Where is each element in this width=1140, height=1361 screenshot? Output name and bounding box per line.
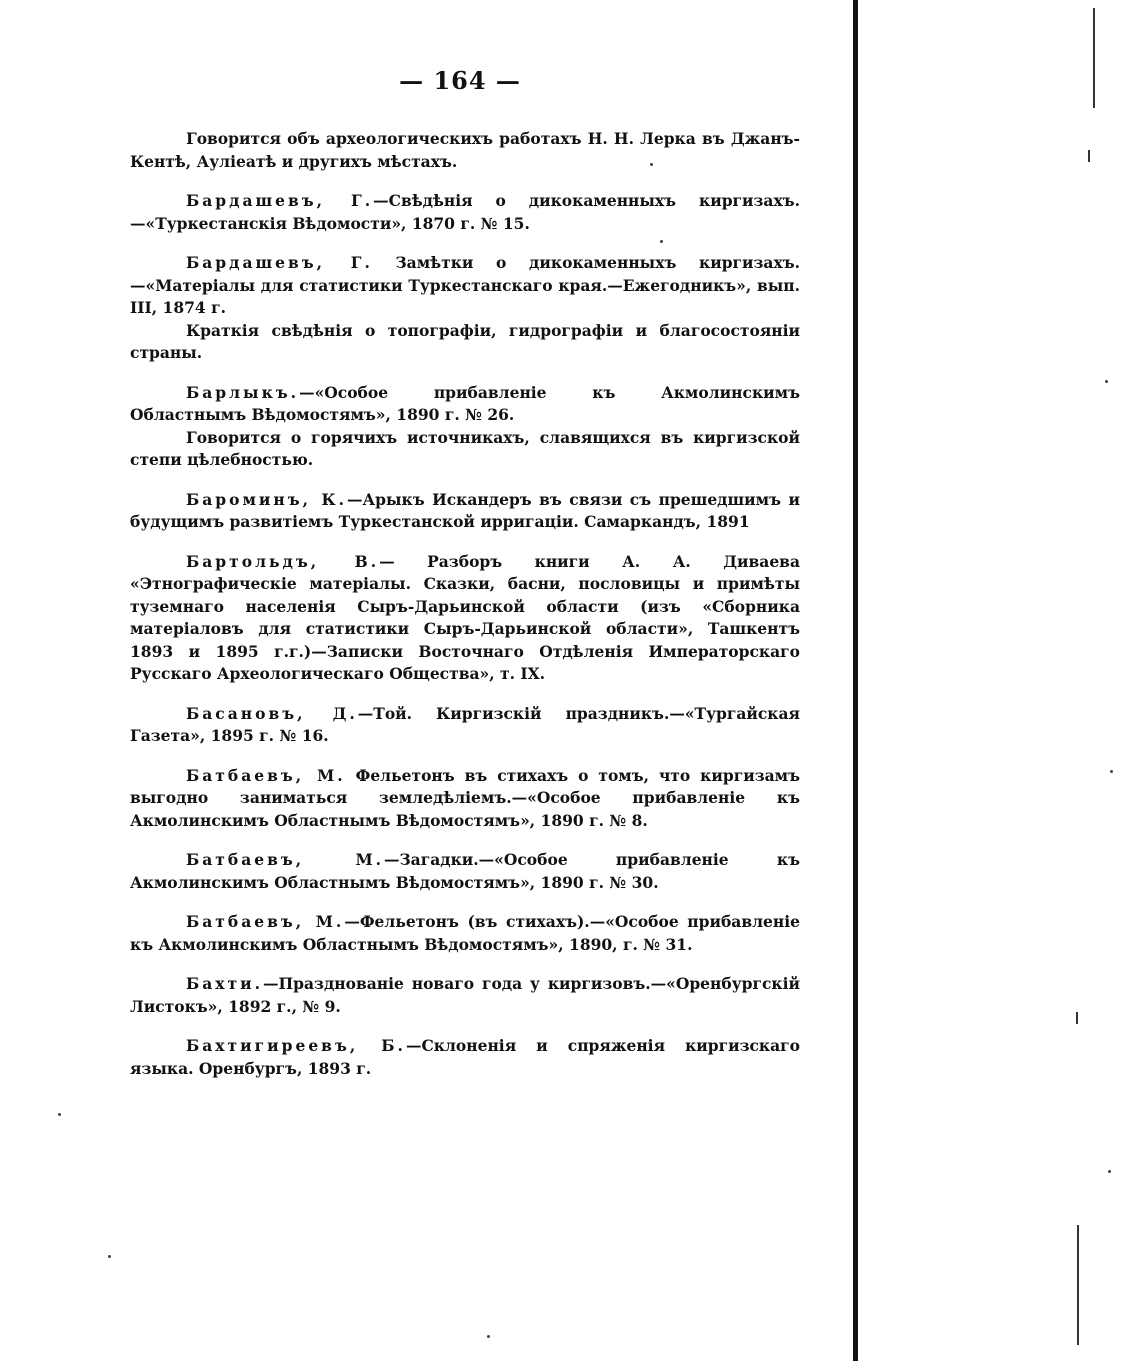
scan-edge-mark: [1088, 150, 1090, 162]
entry-author: Батбаевъ, М.: [186, 850, 384, 869]
scan-speck: [660, 240, 663, 243]
bibliography-entry: [130, 1035, 800, 1080]
entry-author: Бардашевъ, Г.: [186, 191, 374, 210]
entry-text: —«Особое прибавленiе къ Акмолинскимъ Областнымъ Вѣдомостямъ», 1890 г. № 26.: [130, 382, 800, 424]
scan-margin-rule: [853, 0, 858, 1361]
scan-edge-mark: [1093, 8, 1095, 108]
bibliography-entry: [130, 252, 800, 365]
entry-author: Бардашевъ, Г.: [186, 253, 373, 272]
scan-edge-mark: [1077, 1225, 1079, 1345]
bibliography-column: [130, 128, 800, 1097]
entry-author: Барлыкъ.: [186, 382, 300, 402]
entry-author: Бахтигиреевъ, Б.: [186, 1036, 406, 1055]
bibliography-entry: [130, 703, 800, 748]
scan-speck: [487, 1335, 490, 1338]
bibliography-entry: [130, 911, 800, 956]
scan-speck: [1105, 380, 1108, 383]
bibliography-entry: [130, 765, 800, 833]
entry-text: —Фельетонъ (въ стихахъ).—«Особое прибавленiе къ Акмолинскимъ Областнымъ Вѣдомостямъ», 1890, г. № 31.: [130, 912, 800, 954]
bibliography-entry: [130, 190, 800, 235]
entry-text: —Той. Киргизскiй праздникъ.—«Тургайская Газета», 1895 г. № 16.: [130, 703, 800, 745]
page-number: — 164 —: [399, 66, 521, 95]
entry-author: Басановъ, Д.: [186, 703, 358, 723]
scan-speck: [650, 163, 653, 166]
bibliography-entry: [130, 551, 800, 686]
entry-note: Краткiя свѣдѣнiя о топографiи, гидрографiи и благосостоянiи страны.: [130, 320, 800, 362]
entry-text: —Склоненiя и спряженiя киргизскаго языка. Оренбургъ, 1893 г.: [130, 1036, 801, 1078]
intro-note: Говорится объ археологическихъ работахъ Н. Н. Лерка въ Джанъ-Кентѣ, Аулiеатѣ и другихъ мѣстахъ.: [130, 129, 800, 171]
entry-text: —Загадки.—«Особое прибавленiе къ Акмолинскимъ Областнымъ Вѣдомостямъ», 1890 г. № 30.: [130, 850, 800, 892]
entry-author: Батбаевъ, М.: [186, 765, 346, 785]
entry-text: Фельетонъ въ стихахъ о томъ, что киргизамъ выгодно заниматься земледѣлiемъ.—«Особое прибавленiе къ Акмолинскимъ Областнымъ Вѣдомостямъ», 1890 г. № 8.: [130, 765, 800, 830]
entry-text: — Разборъ книги А. А. Диваева «Этнографическiе матерiалы. Сказки, басни, пословицы и примѣты туземнаго населенiя Сыръ-Дарьинской области (изъ «Сборника матерiаловъ для статистики Сыръ-Дарьинской области», Ташкентъ 1893 и 1895 г.г.)—Записки Восточнаго Отдѣленiя Императорскаго Русскаго Археологическаго Общества», т. IX.: [130, 551, 800, 683]
scan-speck: [1110, 770, 1113, 773]
entry-author: Бароминъ, К.: [186, 489, 348, 509]
entry-text: Замѣтки о дикокаменныхъ киргизахъ.—«Матерiалы для статистики Туркестанскаго края.—Ежегодникъ», вып. III, 1874 г.: [130, 253, 800, 317]
entry-text: —Арыкъ Искандеръ въ связи съ прешедшимъ и будущимъ развитiемъ Туркестанской ирригацiи. Самаркандъ, 1891: [130, 489, 800, 531]
entry-author: Батбаевъ, М.: [186, 912, 345, 931]
entry-author: Бахти.: [186, 974, 264, 993]
scan-speck: [58, 1113, 61, 1116]
scan-speck: [1108, 1170, 1111, 1173]
entry-text: —Свѣдѣнiя о дикокаменныхъ киргизахъ.—«Туркестанскiя Вѣдомости», 1870 г. № 15.: [130, 191, 800, 233]
scan-speck: [108, 1255, 111, 1258]
entry-author: Бартольдъ, В.: [186, 551, 380, 571]
entry-note: Говорится о горячихъ источникахъ, славящихся въ киргизской степи цѣлебностью.: [130, 427, 800, 469]
bibliography-entry: [130, 382, 800, 472]
scan-edge-mark: [1076, 1012, 1078, 1024]
entry-text: —Празднованiе новаго года у киргизовъ.—«Оренбургскiй Листокъ», 1892 г., № 9.: [130, 974, 800, 1016]
bibliography-entry: [130, 973, 800, 1018]
bibliography-entry: [130, 849, 800, 894]
bibliography-entry: [130, 489, 800, 534]
